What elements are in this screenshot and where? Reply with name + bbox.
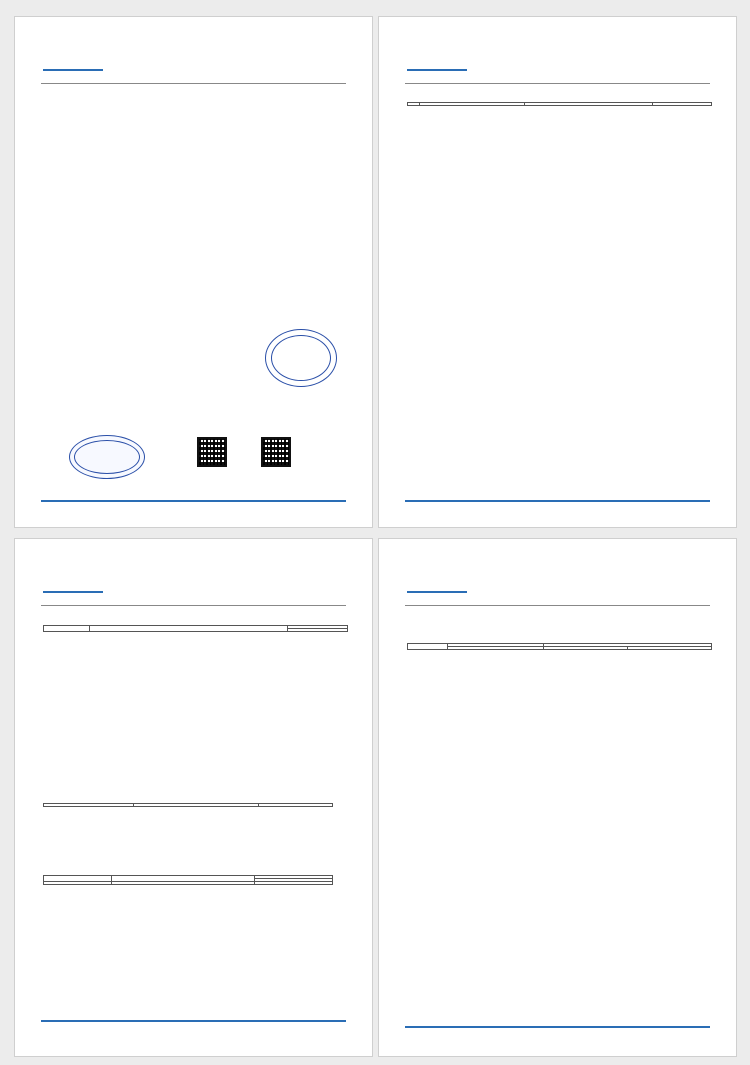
cpsia-table bbox=[43, 875, 333, 885]
company-seal-stamp bbox=[265, 329, 337, 387]
footer-divider bbox=[41, 500, 346, 502]
flammability-table bbox=[407, 643, 712, 650]
sample-dash bbox=[448, 647, 544, 650]
table-row bbox=[44, 882, 333, 885]
report-page-4 bbox=[378, 538, 737, 1057]
footer-divider bbox=[405, 500, 710, 502]
small-parts-table bbox=[43, 625, 348, 632]
col-conclusion bbox=[653, 103, 712, 106]
footer-contact bbox=[405, 1039, 414, 1046]
col-assessment-sample bbox=[288, 629, 348, 632]
col-parameter bbox=[259, 804, 333, 807]
logo-underline bbox=[43, 591, 103, 593]
logo-underline bbox=[43, 69, 103, 71]
footer-contact bbox=[405, 512, 414, 519]
logo-underline bbox=[407, 591, 467, 593]
col-no bbox=[408, 103, 420, 106]
header-divider bbox=[41, 605, 346, 606]
col-sample bbox=[420, 103, 525, 106]
col-burning-code bbox=[628, 647, 712, 650]
report-page-3 bbox=[14, 538, 373, 1057]
cpsia-description bbox=[112, 882, 255, 885]
click-to-check-seal[interactable] bbox=[69, 435, 145, 479]
report-page-1 bbox=[14, 16, 373, 528]
cpsia-result bbox=[255, 882, 333, 885]
header-divider bbox=[405, 83, 710, 84]
col-test-number bbox=[408, 644, 448, 650]
header-divider bbox=[405, 605, 710, 606]
col-testing-items bbox=[44, 804, 134, 807]
fhsa-table bbox=[43, 803, 333, 807]
conclusion-table bbox=[407, 102, 712, 106]
cpsia-section bbox=[44, 882, 112, 885]
qr-code-nfs-survey-icon[interactable] bbox=[197, 437, 227, 467]
col-requirements bbox=[90, 626, 288, 632]
footer-contact bbox=[41, 512, 50, 519]
footer-contact bbox=[41, 1033, 50, 1040]
col-time-flame-spread bbox=[544, 647, 628, 650]
footer-divider bbox=[405, 1026, 710, 1028]
col-standard bbox=[525, 103, 653, 106]
col-fhsa bbox=[134, 804, 259, 807]
col-test-item bbox=[44, 626, 90, 632]
footer-divider bbox=[41, 1020, 346, 1022]
report-page-2 bbox=[378, 16, 737, 528]
qr-code-verification-icon[interactable] bbox=[261, 437, 291, 467]
logo-underline bbox=[407, 69, 467, 71]
header-divider bbox=[41, 83, 346, 84]
